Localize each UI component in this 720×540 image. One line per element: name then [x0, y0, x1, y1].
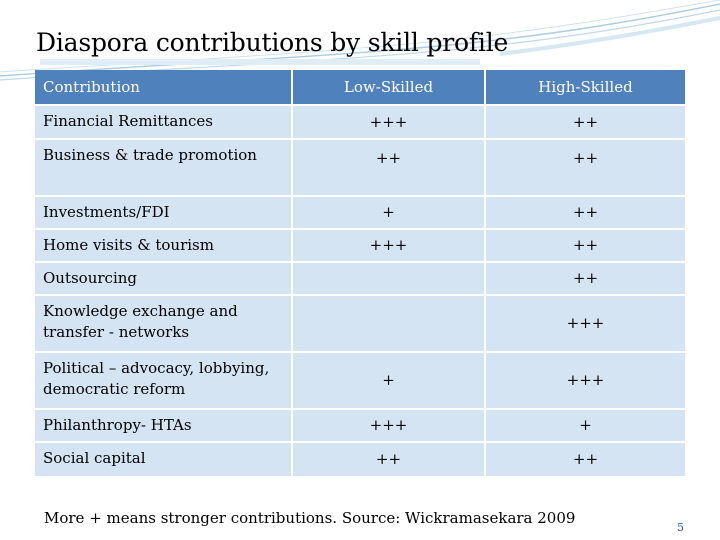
high-skilled-cell: ++ [486, 261, 685, 294]
skill-profile-table [35, 70, 685, 476]
header-high-skilled: High-Skilled [486, 70, 685, 104]
high-skilled-cell: ++ [486, 228, 685, 261]
low-skilled-cell: ++ [293, 138, 486, 195]
low-skilled-cell: ++ [293, 441, 486, 476]
high-skilled-cell: ++ [486, 138, 685, 195]
low-skilled-cell [293, 294, 486, 351]
high-skilled-cell: +++ [486, 351, 685, 408]
slide-title: Diaspora contributions by skill profile [36, 28, 509, 57]
contribution-cell: Social capital [35, 441, 293, 476]
low-skilled-cell: + [293, 351, 486, 408]
header-low-skilled: Low-Skilled [293, 70, 486, 104]
low-skilled-cell: +++ [293, 104, 486, 138]
contribution-cell: Outsourcing [35, 261, 293, 294]
contribution-cell: Business & trade promotion [35, 138, 293, 195]
contribution-cell: Investments/FDI [35, 195, 293, 228]
header-contribution: Contribution [35, 70, 293, 104]
low-skilled-cell: +++ [293, 228, 486, 261]
table-row [35, 228, 685, 261]
low-skilled-cell [293, 261, 486, 294]
high-skilled-cell: ++ [486, 441, 685, 476]
high-skilled-cell: ++ [486, 104, 685, 138]
table-row [35, 104, 685, 138]
table-row [35, 351, 685, 408]
table-row [35, 441, 685, 476]
table-row [35, 294, 685, 351]
source-note: More + means stronger contributions. Source: Wickramasekara 2009 [44, 509, 576, 527]
contribution-cell: Political – advocacy, lobbying, democratic reform [35, 351, 293, 408]
contribution-cell: Knowledge exchange and transfer - networks [35, 294, 293, 351]
high-skilled-cell: ++ [486, 195, 685, 228]
contribution-cell: Financial Remittances [35, 104, 293, 138]
low-skilled-cell: +++ [293, 408, 486, 441]
low-skilled-cell: + [293, 195, 486, 228]
table-row [35, 261, 685, 294]
table-header-row [35, 70, 685, 104]
page-number: 5 [677, 521, 684, 534]
table-row [35, 195, 685, 228]
high-skilled-cell: + [486, 408, 685, 441]
table-row [35, 408, 685, 441]
table-row [35, 138, 685, 195]
contribution-cell: Philanthropy- HTAs [35, 408, 293, 441]
high-skilled-cell: +++ [486, 294, 685, 351]
contribution-cell: Home visits & tourism [35, 228, 293, 261]
